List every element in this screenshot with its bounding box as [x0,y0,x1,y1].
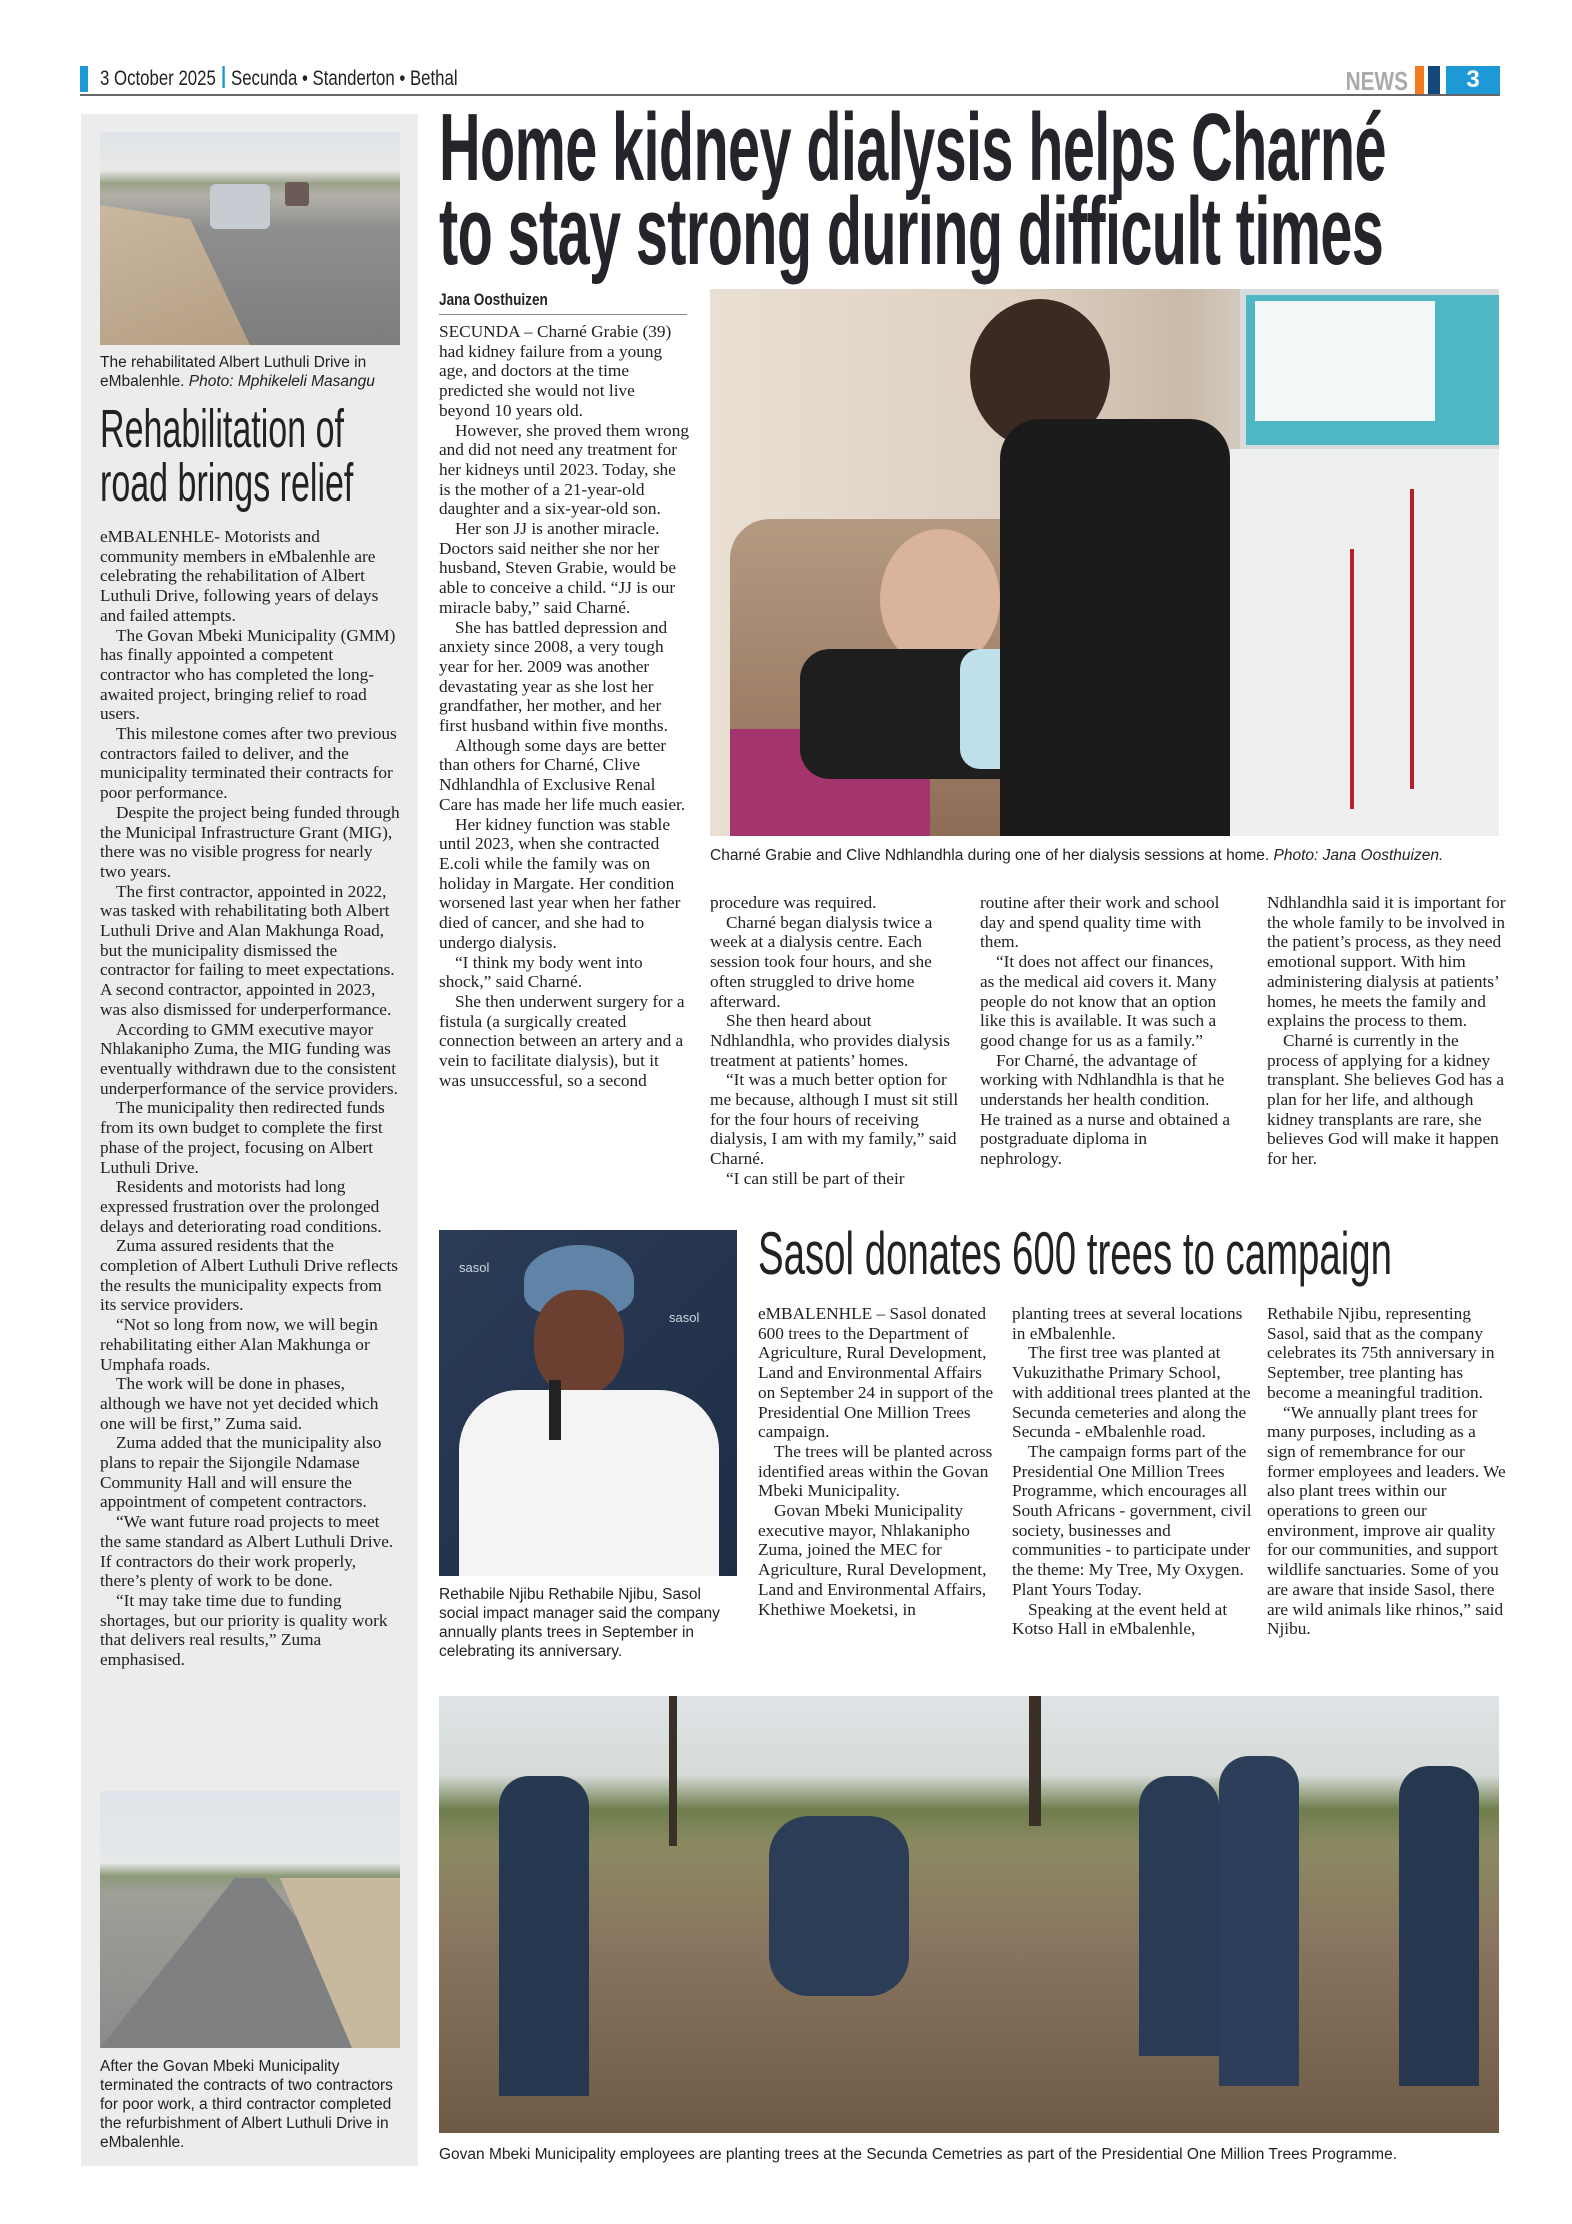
dialysis-col-3 [980,893,1230,1169]
dialysis-photo [710,289,1499,836]
paragraph: routine after their work and school day and spend quality time with them. [980,893,1220,952]
paragraph: Charné began dialysis twice a week at a dialysis centre. Each session took four hours, and she often struggled to drive home afterward. [710,912,933,1011]
paragraph: The first tree was planted at Vukuzithathe Primary School, with additional trees planted at the Secunda cemeteries and along the Secunda - eMbalenhle road. [1012,1343,1251,1442]
page-number: 3 [1446,66,1500,94]
paragraph: Zuma added that the municipality also plans to repair the Sijongile Ndamase Community Hall and will ensure the appointment of competent contractors. [100,1433,382,1512]
paragraph: The trees will be planted across identified areas within the Govan Mbeki Municipality. [758,1441,993,1501]
dialysis-col-1 [439,322,689,1090]
road-photo-1 [100,132,400,345]
issue-date: 3 October 2025 [100,67,216,90]
paragraph: “We annually plant trees for many purposes, including as a sign of remembrance for our former employees and leaders. We also plant trees within our operations to green our environment, improve air quality for our communities, and support wildlife sanctuaries. Some of you are aware that inside Sasol, there are wild animals like rhinos,” said Njibu. [1267,1402,1506,1639]
edition-towns: Secunda • Standerton • Bethal [231,67,458,90]
paragraph: According to GMM executive mayor Nhlakanipho Zuma, the MIG funding was eventually withdrawn due to the consistent underperformance of the service providers. [100,1019,398,1098]
sasol-speaker-photo [439,1230,737,1576]
paragraph: Govan Mbeki Municipality executive mayor, Nhlakanipho Zuma, joined the MEC for Agriculture, Rural Development, Land and Environmental Affairs, Khethiwe Moeketsi, in [758,1501,987,1619]
paragraph: She has battled depression and anxiety since 2008, a very tough year for her. 2009 was another devastating year as she lost her grandfather, her mother, and her first husband within five months. [439,617,668,736]
paragraph: She then heard about Ndhlandhla, who provides dialysis treatment at patients’ homes. [710,1011,950,1070]
road-photo-1-caption: The rehabilitated Albert Luthuli Drive in eMbalenhle. Photo: Mphikeleli Masangu [100,354,375,390]
paragraph: The campaign forms part of the Presidential One Million Trees Programme, which encourages all South Africans - government, civil society, businesses and communities - to participate under the theme: My Tree, My Oxygen. Plant Yours Today. [1012,1441,1252,1599]
road-story-headline: Rehabilitation of road brings relief [100,399,354,513]
paragraph: “We want future road projects to meet the same standard as Albert Luthuli Drive. If contractors do their work properly, there’s plenty of work to be done. [100,1512,394,1591]
paragraph: Charné is currently in the process of applying for a kidney transplant. She believes God has a plan for her life, and although kidney transplants are rare, she believes God will make it happen for her. [1267,1030,1505,1169]
road-story-body [100,527,400,1670]
paragraph: eMBALENHLE – Sasol donated 600 trees to the Department of Agriculture, Rural Development, Land and Environmental Affairs on September 24 in support of the Presidential One Million Trees campaign. [758,1304,994,1442]
paragraph: Although some days are better than others for Charné, Clive Ndhlandhla of Exclusive Renal Care has made her life much easier. [439,735,686,814]
header-accent-bar [80,66,88,92]
page-header [80,64,1500,96]
dialysis-col-4 [1267,893,1507,1169]
paragraph: “I can still be part of their [726,1168,905,1188]
paragraph: planting trees at several locations in eMbalenhle. [1012,1304,1243,1343]
sasol-col-3 [1267,1304,1507,1639]
sasol-photo-caption: Rethabile Njibu Rethabile Njibu, Sasol social impact manager said the company annually plants trees in September in celebrating its anniversary. [439,1586,720,1660]
sasol-col-1 [758,1304,998,1619]
header-dateline [100,66,458,91]
dialysis-col-2 [710,893,960,1189]
paragraph: “I think my body went into shock,” said Charné. [439,952,643,992]
paragraph: eMBALENHLE- Motorists and community members in eMbalenhle are celebrating the rehabilitation of Albert Luthuli Drive, following years of delays and failed attempts. [100,527,379,625]
sasol-headline: Sasol donates 600 trees to campaign [758,1220,1393,1287]
sasol-col-2 [1012,1304,1252,1639]
paragraph: procedure was required. [710,893,877,912]
paragraph: The first contractor, appointed in 2022, was tasked with rehabilitating both Albert Luthuli Drive and Alan Makhunga Road, but the municipality dismissed the contractor for failing to meet expectations. A second contractor, appointed in 2023, was also dismissed for underperformance. [100,881,395,1019]
paragraph: Her kidney function was stable until 2023, when she contracted E.coli while the family was on holiday in Margate. Her condition worsened last year when her father died of cancer, and she had to undergo dialysis. [439,814,681,952]
photo-credit: Photo: Jana Oosthuizen. [1273,847,1444,864]
paragraph: “Not so long from now, we will begin rehabilitating either Alan Makhunga or Umphafa roads. [100,1315,378,1374]
tree-planting-caption: Govan Mbeki Municipality employees are planting trees at the Secunda Cemetries as part of the Presidential One Million Trees Programme. [439,2146,1398,2163]
paragraph: The work will be done in phases, although we have not yet decided which one will be first,” Zuma said. [100,1374,379,1433]
sasol-logo-text-2: sasol [669,1310,700,1325]
paragraph: Her son JJ is another miracle. Doctors said neither she nor her husband, Steven Grabie, would be able to conceive a child. “JJ is our miracle baby,” said Charné. [439,519,677,617]
paragraph: For Charné, the advantage of working with Ndhlandhla is that he understands her health condition. He trained as a nurse and obtained a postgraduate diploma in nephrology. [980,1050,1230,1169]
paragraph: Speaking at the event held at Kotso Hall in eMbalenhle, [1012,1599,1228,1639]
paragraph: The municipality then redirected funds from its own budget to complete the first phase of the project, focusing on Albert Luthuli Drive. [100,1098,385,1177]
paragraph: However, she proved them wrong and did not need any treatment for her kidneys until 2023. Today, she is the mother of a 21-year-old daughter and a six-year-old son. [439,420,689,519]
paragraph: She then underwent surgery for a fistula (a surgically created connection between an artery and a vein to facilitate dialysis), but it was unsuccessful, so a second [439,991,685,1090]
dialysis-photo-caption: Charné Grabie and Clive Ndhlandhla during one of her dialysis sessions at home. Photo: Jana Oosthuizen. [710,847,1444,864]
paragraph: Residents and motorists had long expressed frustration over the prolonged delays and deteriorating road conditions. [100,1177,382,1236]
paragraph: Zuma assured residents that the completion of Albert Luthuli Drive reflects the results the municipality expects from its service providers. [100,1236,399,1315]
paragraph: SECUNDA – Charné Grabie (39) had kidney failure from a young age, and doctors at the time predicted she would not live beyond 10 years old. [439,322,672,420]
paragraph: “It was a much better option for me because, although I must sit still for the four hours of receiving dialysis, I am with my family,” said Charné. [710,1070,959,1169]
sasol-logo-text: sasol [459,1260,490,1275]
paragraph: Rethabile Njibu, representing Sasol, said that as the company celebrates its 75th anniversary in September, tree planting has become a meaningful tradition. [1267,1304,1495,1402]
paragraph: Despite the project being funded through the Municipal Infrastructure Grant (MIG), there was no visible progress for nearly two years. [100,802,400,881]
byline: Jana Oosthuizen [439,290,687,315]
main-headline: Home kidney dialysis helps Charné to stay strong during difficult times [439,94,1386,285]
paragraph: “It may take time due to funding shortages, but our priority is quality work that delivers real results,” Zuma emphasised. [100,1590,388,1670]
paragraph: Ndhlandhla said it is important for the whole family to be involved in the patient’s process, as they need emotional support. With him administering dialysis at patients’ homes, he meets the family and explains the process to them. [1267,893,1506,1031]
paragraph: This milestone comes after two previous contractors failed to deliver, and the municipality terminated their contracts for poor performance. [100,724,397,803]
section-label: NEWS [1345,66,1408,96]
road-photo-2-caption: After the Govan Mbeki Municipality terminated the contracts of two contractors for poor work, a third contractor completed the refurbishment of Albert Luthuli Drive in eMbalenhle. [100,2058,393,2151]
header-divider [222,66,224,88]
navy-bar [1428,66,1440,94]
photo-credit: Photo: Mphikeleli Masangu [188,373,375,390]
paragraph: “It does not affect our finances, as the medical aid covers it. Many people do not know that an option like this is available. It was such a good change for us as a family.” [980,952,1217,1050]
paragraph: The Govan Mbeki Municipality (GMM) has finally appointed a competent contractor who has completed the long-awaited project, bringing relief to road users. [100,625,396,724]
orange-bar [1415,66,1424,94]
road-photo-2 [100,1791,400,2048]
tree-planting-photo [439,1696,1499,2133]
